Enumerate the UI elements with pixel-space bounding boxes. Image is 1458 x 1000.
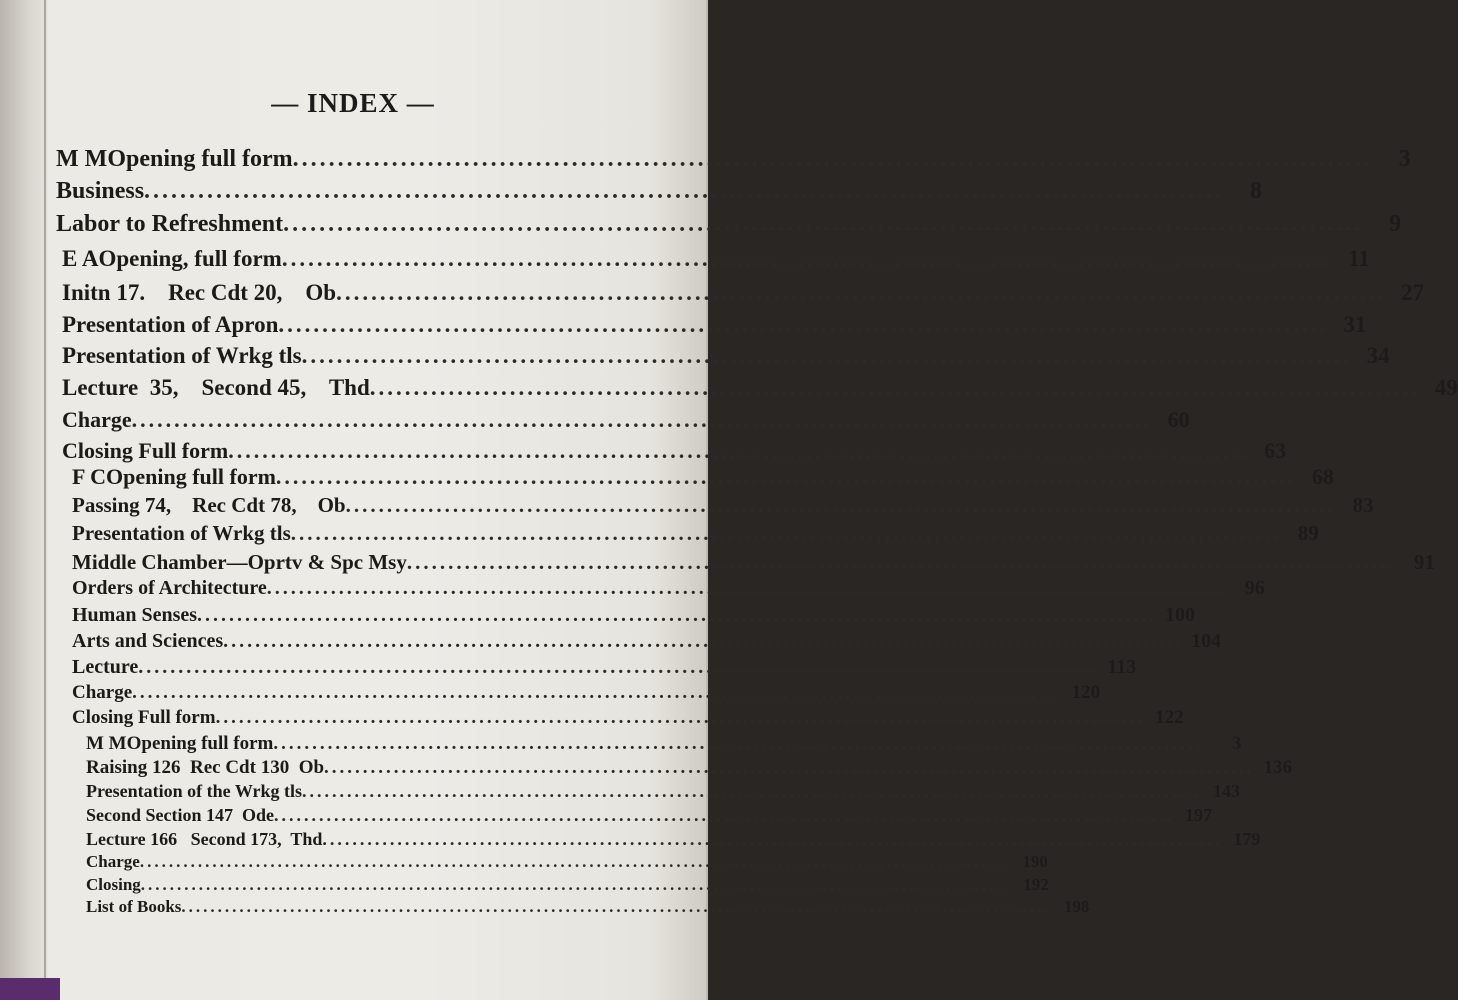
entry-text: Middle Chamber—Oprtv & Spc Msy: [72, 550, 407, 574]
entry-text: Lecture: [72, 656, 139, 678]
entry-text: Business: [56, 178, 145, 204]
entry-page-number: 190: [1022, 852, 1048, 871]
cover-corner: [0, 978, 60, 1000]
entry-page-number: 3: [1398, 146, 1411, 172]
dot-leader: ........................................................................................................................: [131, 407, 1152, 432]
entry-page-number: 96: [1244, 577, 1265, 599]
entry-text: Raising 126 Rec Cdt 130 Ob: [86, 757, 325, 778]
entry-page-number: 179: [1233, 829, 1261, 849]
entry-page-number: 198: [1063, 897, 1090, 916]
entry-page-number: 49: [1434, 375, 1458, 400]
dot-leader: ........................................................................................................................: [292, 146, 1373, 172]
entry-text: Opening, full form: [98, 246, 282, 271]
entry-text: Lecture 35, Second 45, Thd: [62, 375, 370, 400]
dot-leader: ........................................................................................................................: [215, 707, 1146, 728]
entry-page-number: 63: [1264, 438, 1287, 463]
entry-page-number: 120: [1071, 682, 1101, 703]
entry-page-number: 34: [1366, 343, 1390, 368]
entry-page-number: 68: [1311, 464, 1334, 489]
page-title: — INDEX —: [271, 88, 435, 118]
entry-degree-prefix: M M: [86, 733, 127, 754]
index-entry: [86, 897, 1090, 927]
dot-leader: ........................................................................................................................: [324, 757, 1255, 778]
entry-page-number: 60: [1167, 407, 1190, 432]
entry-text: Initn 17. Rec Cdt 20, Ob: [62, 280, 337, 305]
dot-leader: ........................................................................................................................: [138, 656, 1099, 678]
entry-page-number: 8: [1250, 178, 1263, 204]
entry-page-number: 136: [1263, 757, 1293, 778]
dot-leader: ........................................................................................................................: [274, 805, 1175, 825]
dot-leader: ........................................................................................................................: [281, 246, 1332, 271]
entry-degree-prefix: F C: [72, 464, 107, 489]
dot-leader: ........................................................................................................................: [406, 550, 1397, 574]
entry-text: List of Books: [86, 897, 182, 916]
entry-text: Closing Full form: [72, 707, 216, 728]
entry-page-number: 3: [1231, 733, 1242, 754]
dot-leader: ........................................................................................................................: [290, 521, 1281, 545]
entry-page-number: 143: [1213, 781, 1240, 801]
index-entry: [62, 312, 1367, 342]
dot-leader: ........................................................................................................................: [144, 178, 1225, 204]
dot-leader: ........................................................................................................................: [301, 343, 1352, 368]
entry-page-number: 104: [1191, 630, 1222, 652]
book-spine: [0, 0, 48, 1000]
spine-edge: [44, 0, 46, 1000]
index-entry: [72, 464, 1334, 494]
entry-text: Presentation of Apron: [62, 312, 279, 337]
entry-text: Second Section 147 Ode: [86, 805, 275, 825]
entry-text: Charge: [86, 852, 140, 871]
index-entry: [62, 343, 1390, 373]
entry-text: Orders of Architecture: [72, 577, 267, 599]
dot-leader: ........................................................................................................................: [369, 375, 1420, 400]
entry-text: Presentation of Wrkg tls: [62, 343, 302, 368]
dot-leader: ........................................................................................................................: [273, 733, 1204, 754]
entry-page-number: 31: [1343, 312, 1367, 337]
entry-text: Lecture 166 Second 173, Thd: [86, 829, 323, 849]
entry-degree-prefix: E A: [62, 246, 99, 271]
entry-text: Arts and Sciences: [72, 630, 224, 652]
dot-leader: ........................................................................................................................: [322, 829, 1223, 849]
entry-text: Presentation of Wrkg tls: [72, 521, 291, 545]
entry-page-number: 122: [1155, 707, 1184, 728]
dot-leader: ........................................................................................................................: [266, 577, 1227, 599]
entry-page-number: 27: [1401, 280, 1425, 305]
entry-degree-prefix: M M: [56, 146, 108, 172]
index-entry: [56, 146, 1411, 176]
entry-page-number: 89: [1297, 521, 1319, 545]
entry-text: Presentation of the Wrkg tls: [86, 781, 302, 801]
dot-leader: ........................................................................................................................: [345, 493, 1336, 517]
dot-leader: ........................................................................................................................: [223, 630, 1184, 652]
index-entry: [72, 550, 1435, 580]
entry-text: Opening full form: [107, 146, 293, 172]
index-entry: [72, 493, 1374, 523]
entry-page-number: 113: [1107, 656, 1137, 678]
dot-leader: ........................................................................................................................: [197, 604, 1158, 626]
index-entry: [56, 211, 1402, 241]
index-entry: [62, 246, 1370, 276]
dot-leader: ........................................................................................................................: [181, 897, 1052, 916]
entry-page-number: 9: [1389, 211, 1402, 237]
entry-text: Opening full form: [106, 464, 276, 489]
dot-leader: ........................................................................................................................: [302, 781, 1202, 801]
index-entry: [62, 375, 1458, 405]
entry-text: Closing Full form: [62, 438, 229, 463]
entry-page-number: 100: [1165, 604, 1196, 626]
dot-leader: ........................................................................................................................: [336, 280, 1387, 305]
dot-leader: ........................................................................................................................: [140, 875, 1011, 894]
entry-text: Passing 74, Rec Cdt 78, Ob: [72, 493, 346, 517]
dot-leader: ........................................................................................................................: [139, 852, 1010, 871]
entry-page-number: 83: [1352, 493, 1374, 517]
dot-leader: ........................................................................................................................: [283, 211, 1364, 237]
entry-text: Charge: [62, 407, 132, 432]
dot-leader: ........................................................................................................................: [278, 312, 1329, 337]
entry-text: Labor to Refreshment: [56, 211, 284, 237]
dot-leader: ........................................................................................................................: [275, 464, 1296, 489]
dot-leader: ........................................................................................................................: [132, 682, 1063, 703]
entry-page-number: 192: [1023, 875, 1049, 894]
entry-page-number: 11: [1348, 246, 1370, 271]
index-entry: [62, 280, 1425, 310]
index-entry: [56, 178, 1263, 208]
entry-text: Closing: [86, 875, 141, 894]
entry-text: Human Senses: [72, 604, 198, 626]
index-entry: [62, 407, 1190, 437]
entry-text: Charge: [72, 682, 133, 703]
index-entry: [72, 577, 1265, 607]
entry-page-number: 197: [1185, 805, 1213, 825]
entry-page-number: 91: [1413, 550, 1435, 574]
index-entry: [72, 521, 1319, 551]
entry-text: Opening full form: [126, 733, 274, 754]
dot-leader: ........................................................................................................................: [228, 438, 1249, 463]
